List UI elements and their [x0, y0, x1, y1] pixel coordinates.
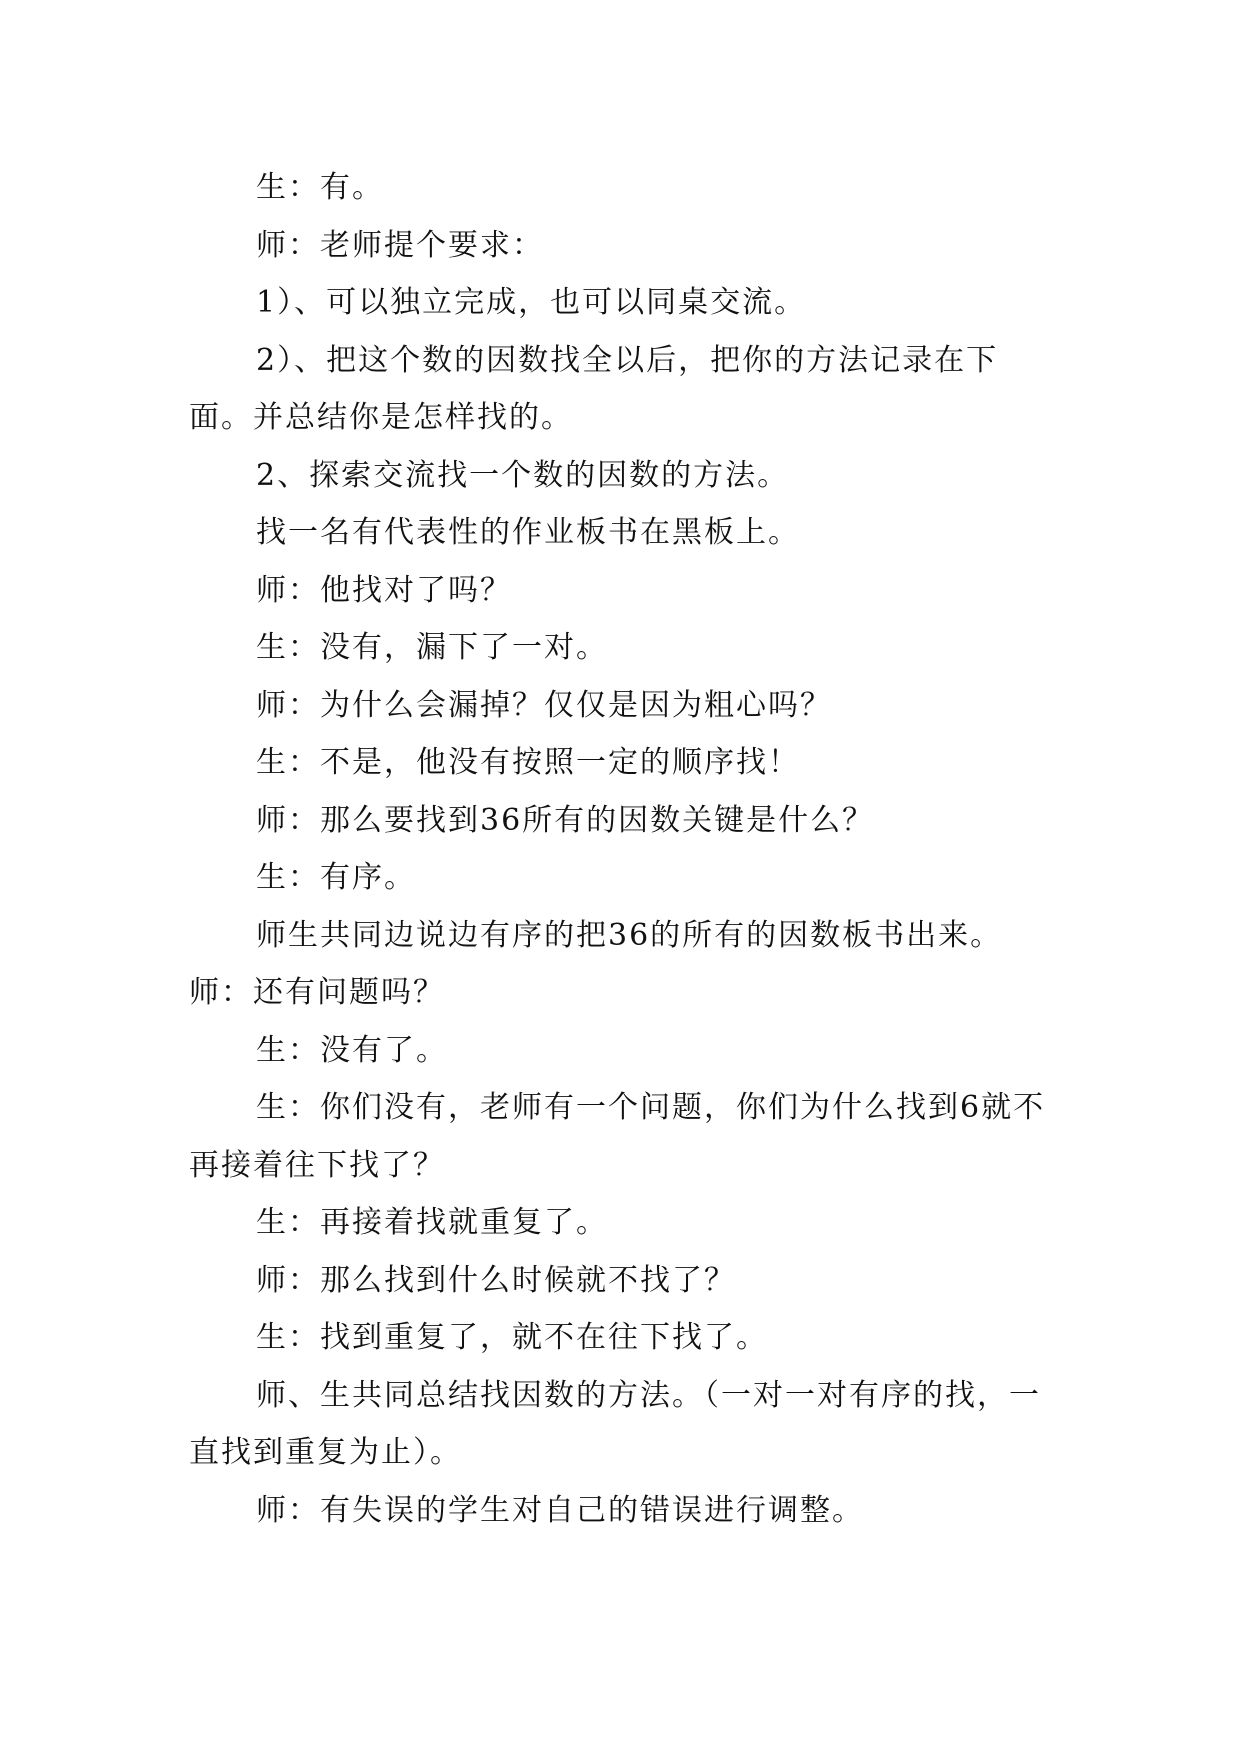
paragraph: 生：有。 [256, 170, 384, 205]
paragraph: 生：找到重复了，就不在往下找了。 [256, 1320, 768, 1355]
paragraph: 生：没有了。 [256, 1032, 448, 1068]
paragraph: 生：你们没有，老师有一个问题，你们为什么找到6就不再接着往下找了？ [189, 1090, 1046, 1183]
paragraph: 师：那么找到什么时候就不找了？ [256, 1262, 736, 1298]
paragraph: 师：为什么会漏掉？仅仅是因为粗心吗？ [256, 687, 832, 723]
paragraph: 2、探索交流找一个数的因数的方法。 [256, 457, 790, 493]
paragraph: 师：还有问题吗？ [189, 975, 445, 1010]
paragraph: 师：那么要找到36所有的因数关键是什么？ [256, 802, 875, 838]
paragraph: 生：有序。 [256, 860, 416, 895]
paragraph: 师生共同边说边有序的把36的所有的因数板书出来。 [256, 917, 1003, 953]
paragraph: 生：没有，漏下了一对。 [256, 630, 608, 665]
document-body [189, 159, 1049, 1539]
paragraph: 2）、把这个数的因数找全以后，把你的方法记录在下面。并总结你是怎样找的。 [189, 342, 999, 435]
paragraph: 生：再接着找就重复了。 [256, 1205, 608, 1240]
paragraph: 师：老师提个要求： [256, 227, 544, 263]
paragraph: 找一名有代表性的作业板书在黑板上。 [256, 515, 800, 550]
paragraph: 生：不是，他没有按照一定的顺序找！ [256, 745, 800, 780]
paragraph: 师：有失误的学生对自己的错误进行调整。 [256, 1492, 864, 1528]
paragraph: 师：他找对了吗？ [256, 572, 512, 608]
paragraph: 1）、可以独立完成，也可以同桌交流。 [256, 285, 807, 320]
paragraph: 师、生共同总结找因数的方法。（一对一对有序的找，一直找到重复为止）。 [189, 1377, 1041, 1470]
